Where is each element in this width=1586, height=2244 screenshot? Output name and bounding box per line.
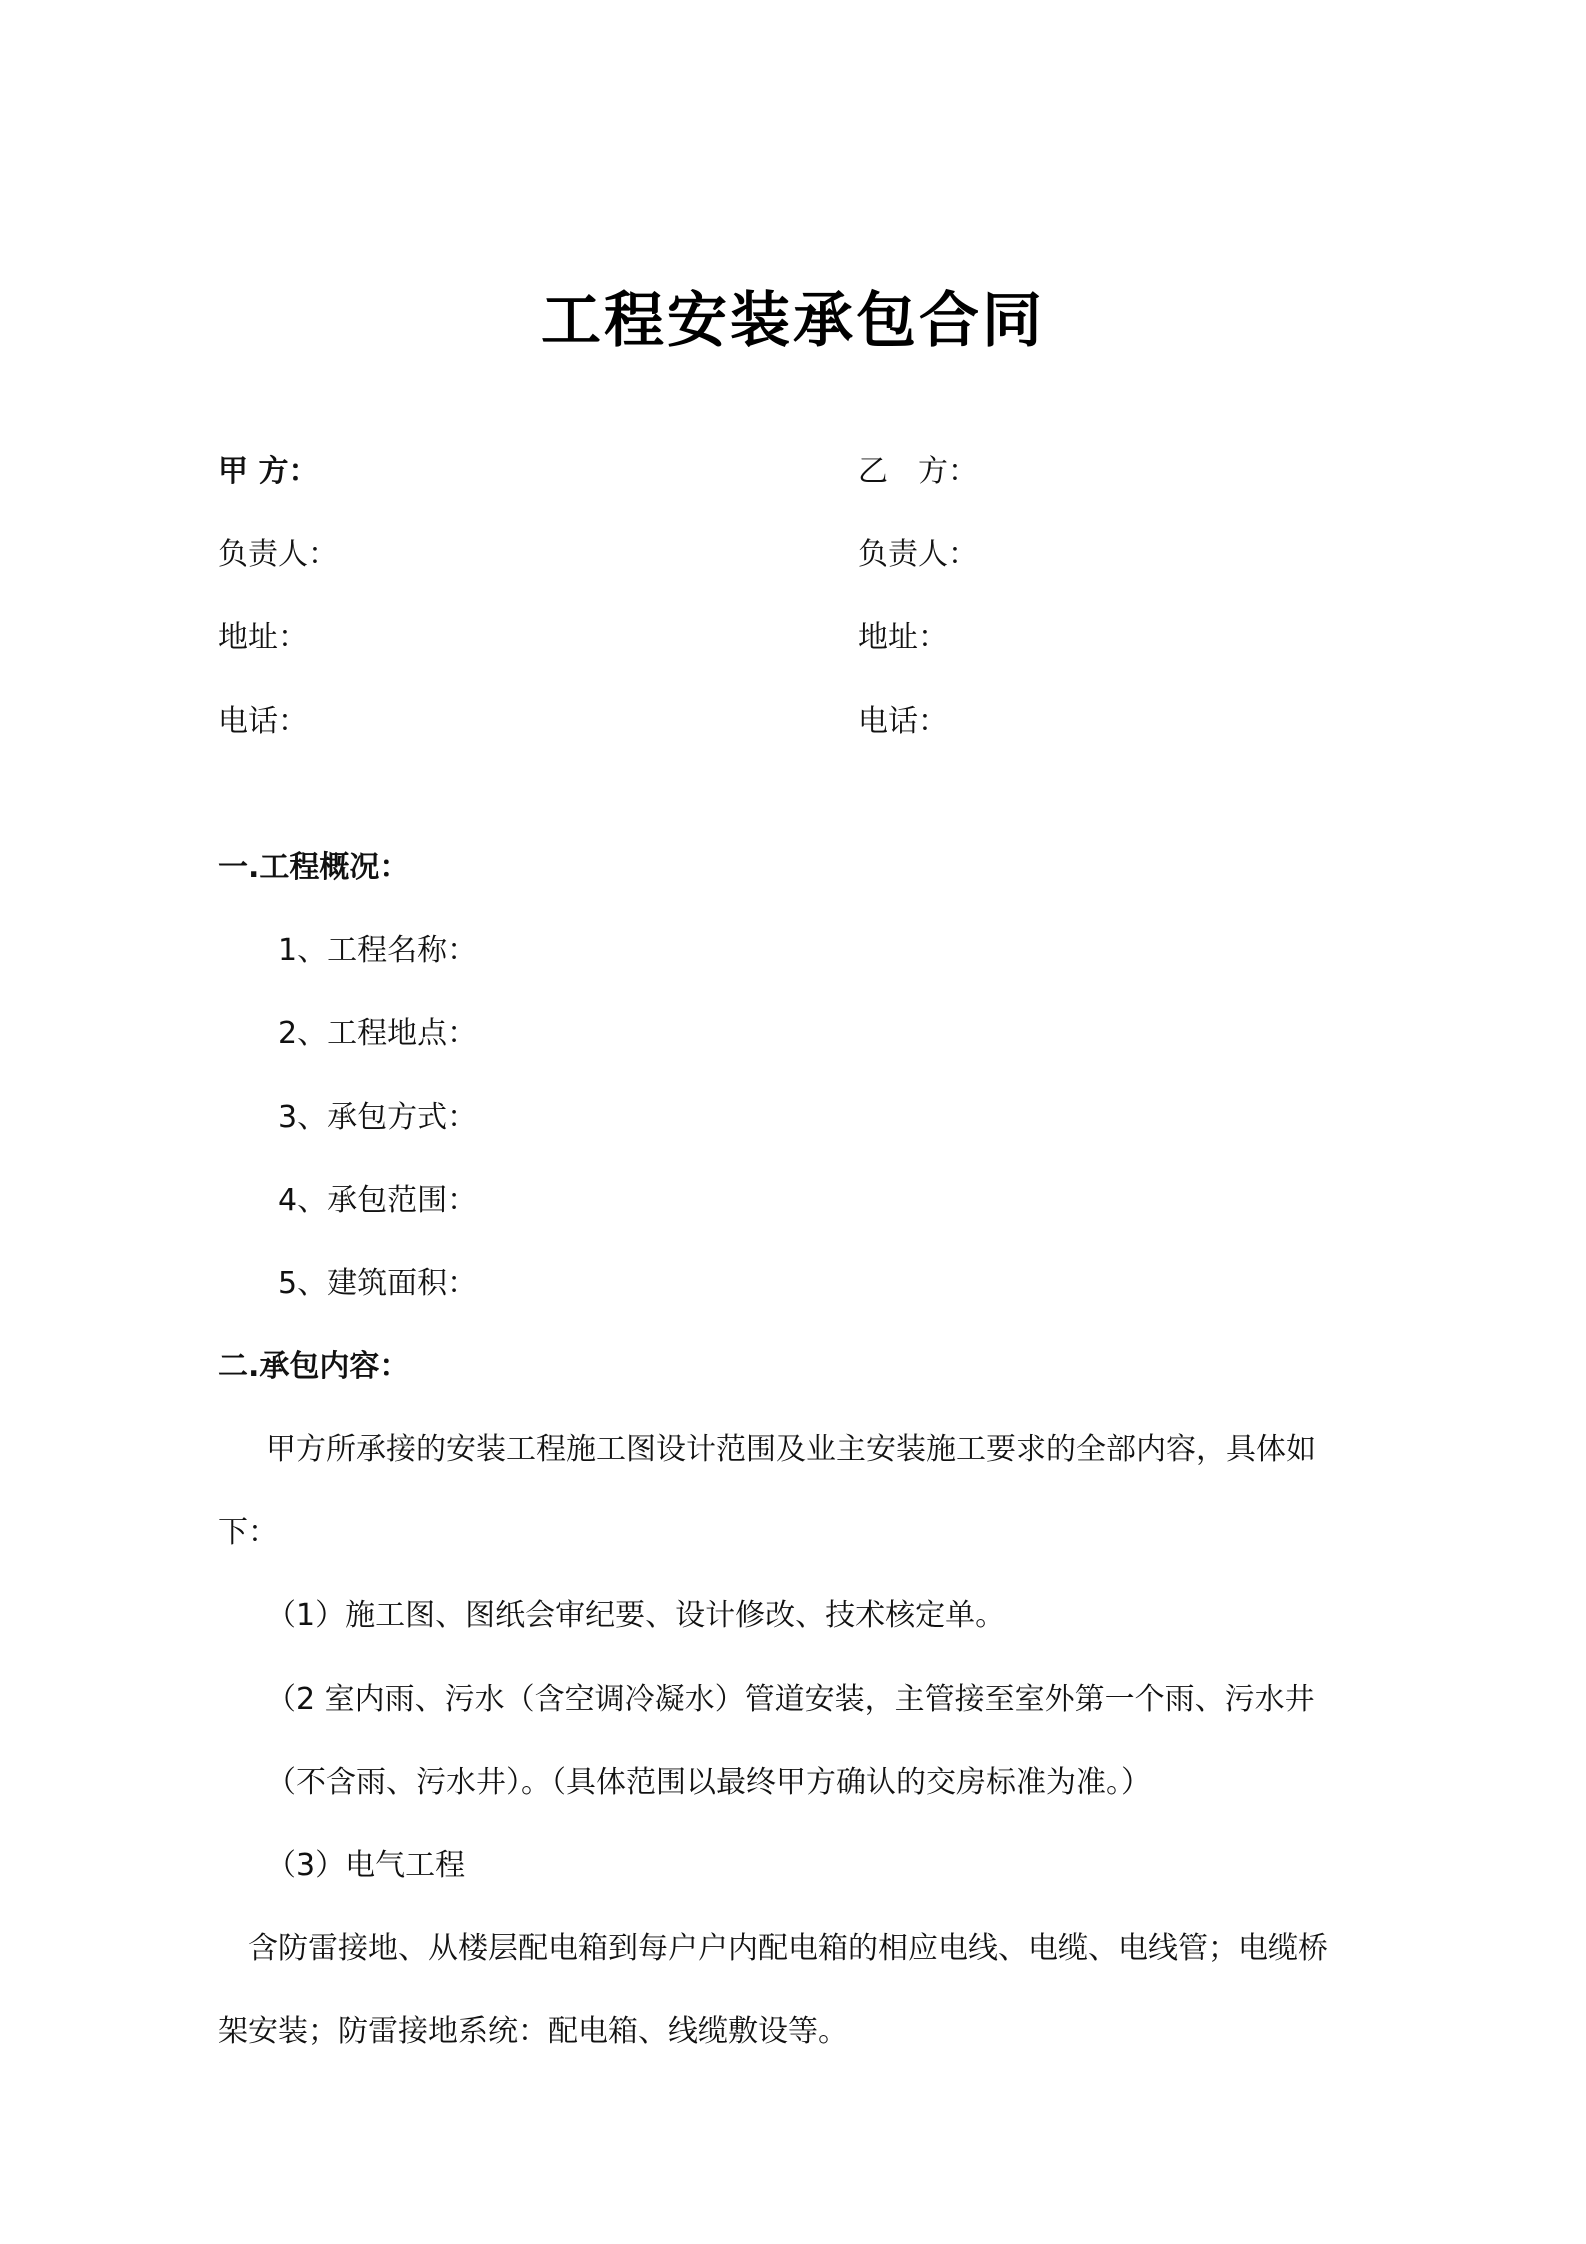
section2-intro-line2: 下：	[218, 1515, 278, 1550]
section1-item-contract-method: 3、承包方式：	[278, 1100, 478, 1135]
party-b-address-label: 地址：	[858, 620, 948, 655]
document-title: 工程安装承包合同	[541, 286, 1045, 356]
section1-heading: 一.工程概况：	[218, 850, 410, 885]
section2-item3-text-line1: 含防雷接地、从楼层配电箱到每户户内配电箱的相应电线、电缆、电线管；电缆桥	[248, 1931, 1328, 1966]
section1-item-contract-scope: 4、承包范围：	[278, 1183, 478, 1218]
party-a-phone-label: 电话：	[218, 704, 308, 739]
party-b-label: 乙 方：	[858, 454, 978, 489]
party-a-address-label: 地址：	[218, 620, 308, 655]
section2-item2-line2: （不含雨、污水井）。（具体范围以最终甲方确认的交房标准为准。）	[266, 1765, 1151, 1800]
section2-item3: （3）电气工程	[266, 1848, 466, 1883]
party-b-leader-label: 负责人：	[858, 537, 978, 572]
party-b-phone-label: 电话：	[858, 704, 948, 739]
section2-item3-text-line2: 架安装；防雷接地系统：配电箱、线缆敷设等。	[218, 2014, 848, 2049]
section1-item-project-location: 2、工程地点：	[278, 1016, 478, 1051]
party-a-leader-label: 负责人：	[218, 537, 338, 572]
section1-item-project-name: 1、工程名称：	[278, 933, 478, 968]
section2-item1: （1）施工图、图纸会审纪要、设计修改、技术核定单。	[266, 1598, 1006, 1633]
party-a-label: 甲 方：	[218, 454, 319, 489]
section2-heading: 二.承包内容：	[218, 1349, 410, 1384]
section2-item2-line1: （2 室内雨、污水（含空调冷凝水）管道安装，主管接至室外第一个雨、污水井	[266, 1682, 1315, 1717]
section1-item-building-area: 5、建筑面积：	[278, 1266, 478, 1301]
section2-intro-line1: 甲方所承接的安装工程施工图设计范围及业主安装施工要求的全部内容，具体如	[266, 1432, 1316, 1467]
